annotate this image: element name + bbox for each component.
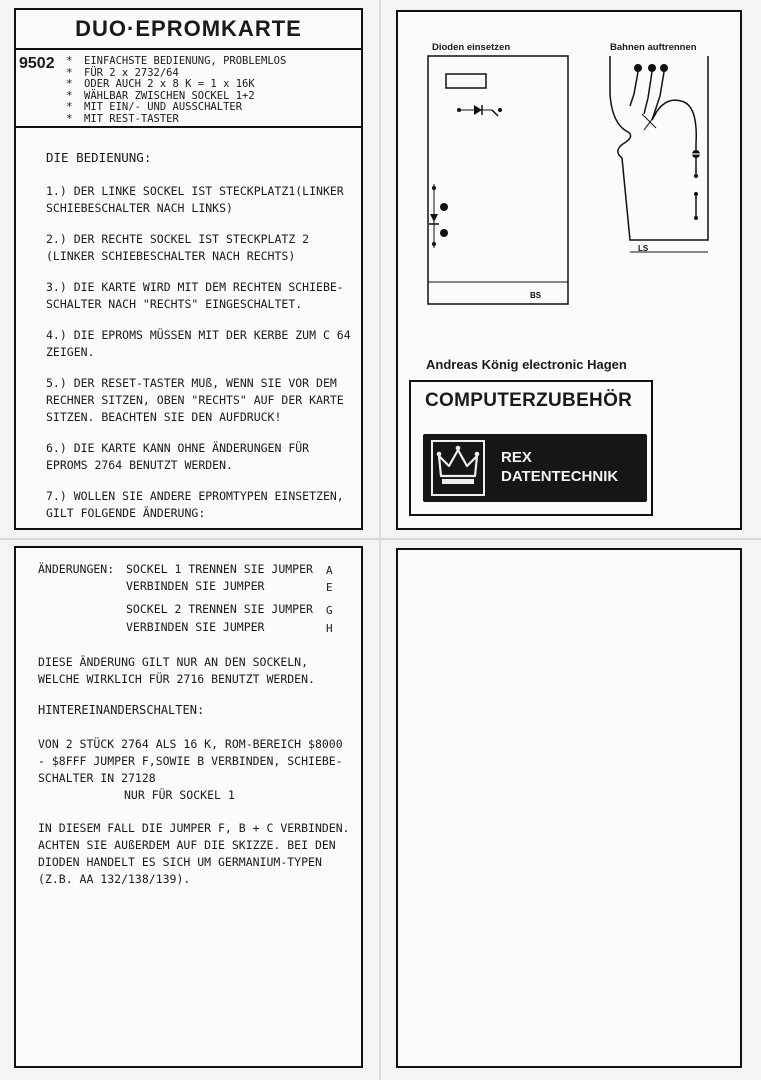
usage-step: 4.) DIE EPROMS MÜSSEN MIT DER KERBE ZUM C 64 ZEIGEN. xyxy=(46,328,351,359)
usage-step: 6.) DIE KARTE KANN OHNE ÄNDERUNGEN FÜR EPROMS 2764 BENUTZT WERDEN. xyxy=(46,441,310,472)
feature-item: * EINFACHSTE BEDIENUNG, PROBLEMLOS xyxy=(66,56,286,68)
brand-line-2: DATENTECHNIK xyxy=(501,468,619,485)
traces-diagram-label: Bahnen auftrennen xyxy=(610,42,697,53)
bs-label: BS xyxy=(530,291,542,300)
changes-label: ÄNDERUNGEN: xyxy=(38,562,115,576)
instructions-panel xyxy=(14,8,363,530)
usage-step: 7.) WOLLEN SIE ANDERE EPROMTYPEN EINSETZEN, GILT FOLGENDE ÄNDERUNG: xyxy=(46,489,344,520)
jumper-letter: G xyxy=(326,604,333,617)
change-row: VERBINDEN SIE JUMPER xyxy=(126,579,265,593)
blank-panel xyxy=(396,548,742,1068)
feature-item: * WÄHLBAR ZWISCHEN SOCKEL 1+2 xyxy=(66,91,286,103)
changes-panel xyxy=(14,546,363,1068)
usage-step: 3.) DIE KARTE WIRD MIT DEM RECHTEN SCHIEBE- SCHALTER NACH "RECHTS" EINGESCHALTET. xyxy=(46,280,344,311)
brand-box xyxy=(409,380,653,516)
feature-item: * FÜR 2 x 2732/64 xyxy=(66,68,286,80)
change-row: SOCKEL 2 TRENNEN SIE JUMPER xyxy=(126,602,313,616)
usage-step: 1.) DER LINKE SOCKEL IST STECKPLATZ1(LINKER SCHIEBESCHALTER NACH LINKS) xyxy=(46,184,344,215)
chaining-subnote: NUR FÜR SOCKEL 1 xyxy=(124,788,235,802)
model-number: 9502 xyxy=(19,55,55,72)
change-row: VERBINDEN SIE JUMPER xyxy=(126,620,265,634)
final-note: IN DIESEM FALL DIE JUMPER F, B + C VERBINDEN. ACHTEN SIE AUßERDEM AUF DIE SKIZZE. BEI DEN DIODEN HANDELT ES SICH UM GERMANIUM-TYPEN (Z.B. AA 132/138/139). xyxy=(38,821,350,886)
feature-item: * MIT REST-TASTER xyxy=(66,114,286,126)
brand-logo-panel xyxy=(423,434,647,502)
paper-fold-vertical xyxy=(379,0,381,1080)
diodes-diagram xyxy=(426,54,576,314)
changes-note: DIESE ÄNDERUNG GILT NUR AN DEN SOCKELN, WELCHE WIRKLICH FÜR 2716 BENUTZT WERDEN. xyxy=(38,655,315,686)
usage-steps xyxy=(16,183,361,522)
traces-diagram xyxy=(604,54,724,264)
jumper-letter: A xyxy=(326,564,333,577)
feature-list xyxy=(66,56,286,125)
feature-item: * MIT EIN/- UND AUSSCHALTER xyxy=(66,102,286,114)
usage-step: 2.) DER RECHTE SOCKEL IST STECKPLATZ 2 (LINKER SCHIEBESCHALTER NACH RECHTS) xyxy=(46,232,310,263)
diodes-diagram-label: Dioden einsetzen xyxy=(432,42,511,53)
usage-step: 5.) DER RESET-TASTER MUß, WENN SIE VOR DEM RECHNER SITZEN, OBEN "RECHTS" AUF DER KARTE SITZEN. BEACHTEN SIE DEN AUFDRUCK! xyxy=(46,376,344,424)
change-row: SOCKEL 1 TRENNEN SIE JUMPER xyxy=(126,562,313,576)
crown-icon xyxy=(431,440,485,496)
section-title: COMPUTERZUBEHÖR xyxy=(425,390,633,411)
jumper-letter: E xyxy=(326,581,333,594)
chaining-body: VON 2 STÜCK 2764 ALS 16 K, ROM-BEREICH $8000 - $8FFF JUMPER F,SOWIE B VERBINDEN, SCHIEBE- SCHALTER IN 27128 xyxy=(38,737,343,785)
card-title: DUO·EPROMKARTE xyxy=(75,16,302,41)
jumper-letter: H xyxy=(326,622,333,635)
brand-name xyxy=(501,448,618,486)
brand-line-1: REX xyxy=(501,449,532,466)
diagram-brand-panel xyxy=(396,10,742,530)
ls-label: LS xyxy=(638,244,649,253)
feature-header xyxy=(16,50,361,128)
feature-item: * ODER AUCH 2 x 8 K = 1 x 16K xyxy=(66,79,286,91)
title-bar xyxy=(16,10,361,50)
chaining-text xyxy=(38,736,356,804)
usage-heading: DIE BEDIENUNG: xyxy=(46,150,152,165)
company-name: Andreas König electronic Hagen xyxy=(426,357,627,372)
chaining-heading: HINTEREINANDERSCHALTEN: xyxy=(38,703,205,717)
